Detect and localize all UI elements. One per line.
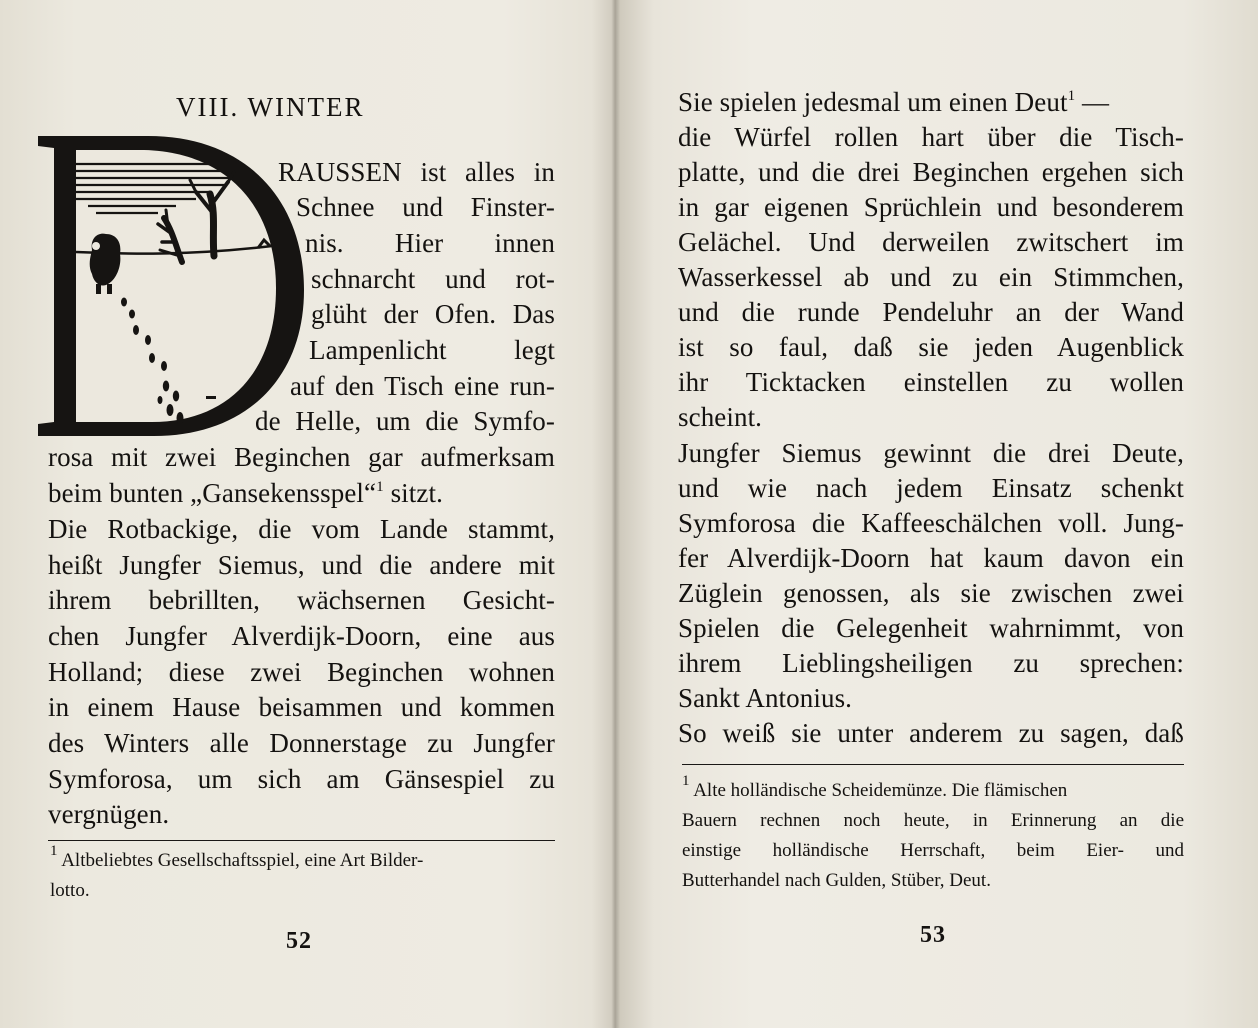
text-line: ist so faul, daß sie jeden Augenblick [678,332,1184,362]
footnote-reference: 1 [1067,88,1076,104]
text-line: vergnügen. [48,799,170,829]
footnote-mark: 1 [682,773,690,789]
text-line: fer Alverdijk-Doorn hat kaum davon ein [678,543,1184,573]
page-number: 52 [286,928,312,954]
text-line: Die Rotbackige, die vom Lande stammt, [48,514,555,544]
footnote-continued: Butterhandel nach Gulden, Stüber, Deut. [682,870,991,891]
footnote [682,773,1068,805]
page-number: 53 [920,922,946,948]
footnote-mark: 1 [50,843,58,859]
text-line: und wie nach jedem Einsatz schenkt [678,473,1184,503]
text-line: und die runde Pendeluhr an der Wand [678,297,1184,327]
footnote-text: Alte holländische Scheidemünze. Die flämischen [689,780,1068,801]
text-line: Züglein genossen, als sie zwischen zwei [678,578,1184,608]
text-line: auf den Tisch eine run- [290,371,555,401]
text-line: chen Jungfer Alverdijk-Doorn, eine aus [48,621,555,651]
left-page [0,0,600,1028]
text-line: des Winters alle Donnerstage zu Jungfer [48,728,555,758]
text-fragment: Sie spielen jedesmal um einen Deut [678,87,1068,117]
text-line: rosa mit zwei Beginchen gar aufmerksam [48,442,555,472]
text-line: Lampenlicht legt [309,335,555,365]
right-page [612,0,1258,1028]
text-line: glüht der Ofen. Das [311,299,555,329]
text-line: Holland; diese zwei Beginchen wohnen [48,657,555,687]
footnote-continued: lotto. [50,880,90,901]
text-line: de Helle, um die Symfo- [255,406,555,436]
text-line: schnarcht und rot- [311,264,555,294]
text-line: die Würfel rollen hart über die Tisch- [678,122,1184,152]
text-line: Symforosa die Kaffeeschälchen voll. Jung- [678,508,1184,538]
footnote [50,843,424,875]
text-line: in einem Hause beisammen und kommen [48,692,555,722]
text-line-with-footnote-mark [48,476,443,510]
footnote-rule [682,764,1184,765]
text-line: Spielen die Gelegenheit wahrnimmt, von [678,613,1184,643]
text-line: Symforosa, um sich am Gänsespiel zu [48,764,555,794]
text-line: Gelächel. Und derweilen zwitschert im [678,227,1184,257]
chapter-title: VIII. WINTER [176,92,365,122]
footnote-text: Altbeliebtes Gesellschaftsspiel, eine Art Bilder- [57,850,424,871]
footnote-continued: Bauern rechnen noch heute, in Erinnerung an die [682,810,1184,831]
text-line: ihr Ticktacken einstellen zu wollen [678,367,1184,397]
text-fragment: — [1075,87,1110,117]
text-line: Schnee und Finster- [296,192,555,222]
text-line: ihrem bebrillten, wächsernen Gesicht- [48,585,555,615]
text-line: Jungfer Siemus gewinnt die drei Deute, [678,438,1184,468]
text-line: nis. Hier innen [305,228,555,258]
footnote-rule [48,840,555,841]
text-line: scheint. [678,402,763,432]
text-line: ihrem Lieblingsheiligen zu sprechen: [678,648,1184,678]
text-line: Wasserkessel ab und zu ein Stimmchen, [678,262,1184,292]
text-line: Sankt Antonius. [678,683,853,713]
text-line: RAUSSEN ist alles in [278,157,555,187]
text-line: in gar eigenen Sprüchlein und besonderem [678,192,1184,222]
text-line: heißt Jungfer Siemus, und die andere mit [48,550,555,580]
footnote-continued: einstige holländische Herrschaft, beim Eier- und [682,840,1184,861]
text-line: So weiß sie unter anderem zu sagen, daß [678,718,1184,748]
illustrated-initial-d [36,134,308,438]
text-line-with-footnote-mark [678,85,1109,119]
footnote-reference: 1 [376,479,384,495]
text-line: platte, und die drei Beginchen ergehen sich [678,157,1184,187]
text-fragment: sitzt. [383,478,443,508]
text-fragment: beim bunten „Gansekensspel“ [48,478,377,508]
